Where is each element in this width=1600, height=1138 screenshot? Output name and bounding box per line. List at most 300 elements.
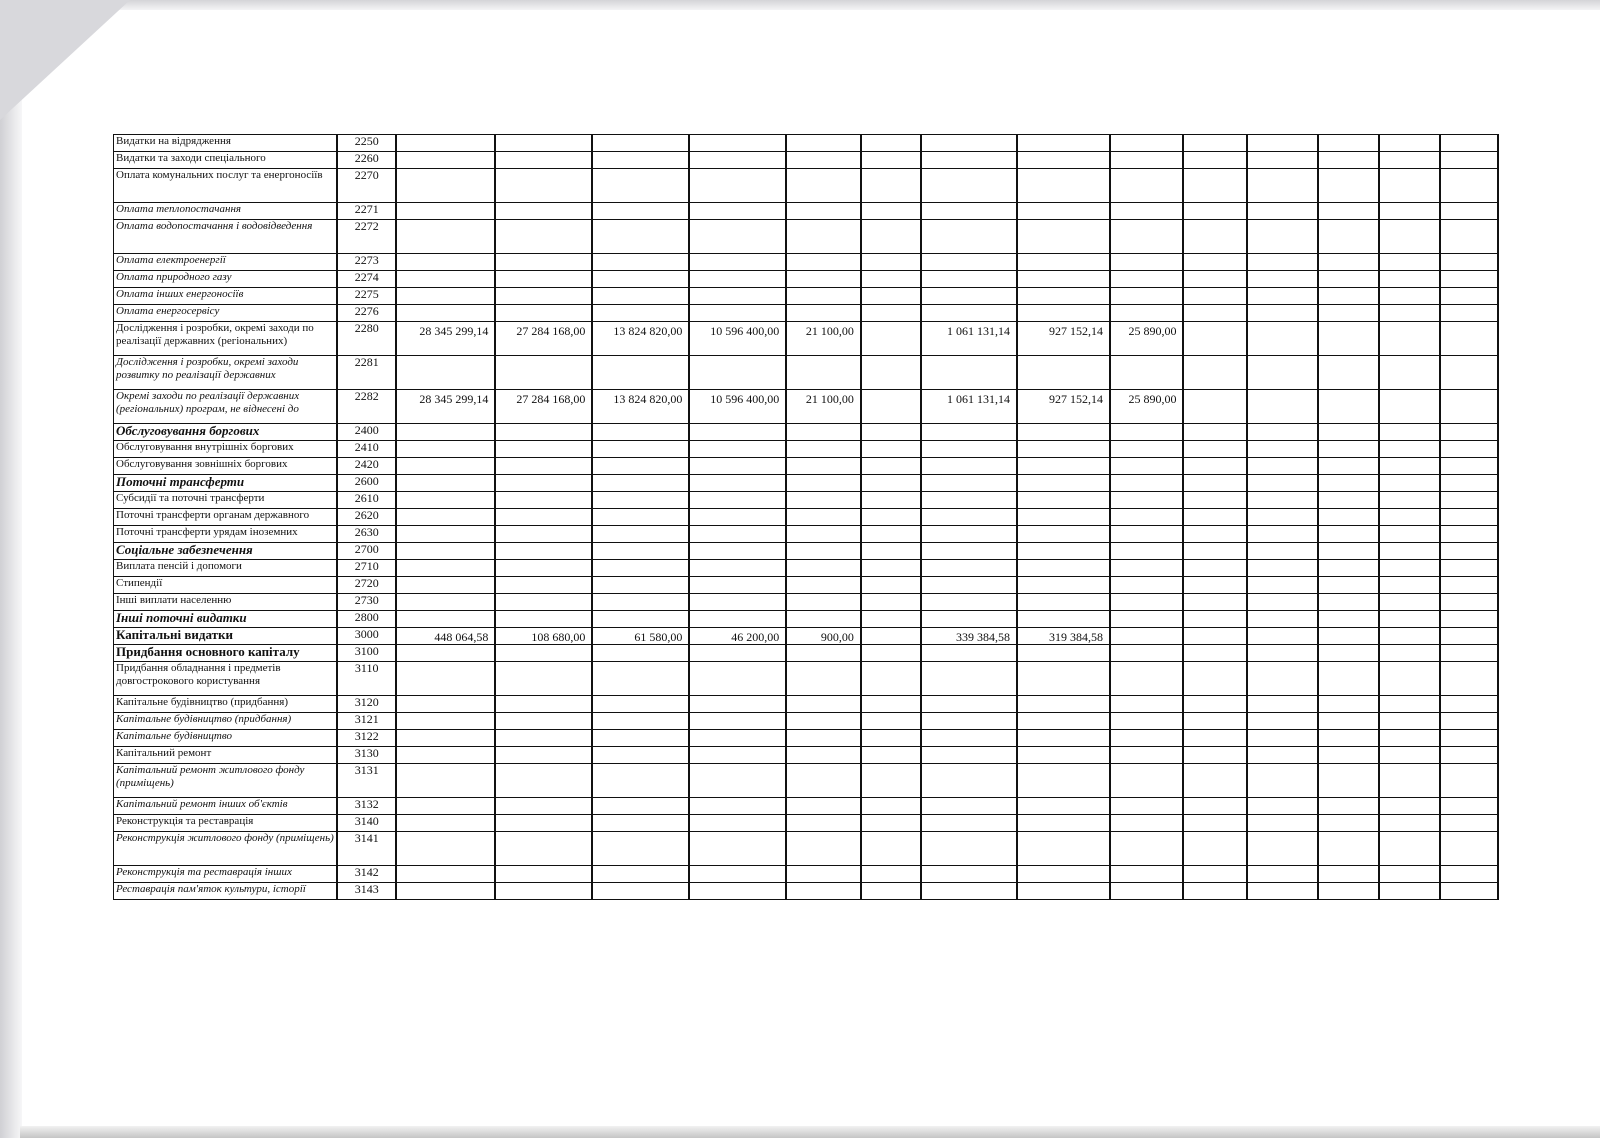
value-cell <box>1247 356 1318 390</box>
value-cell <box>1183 611 1246 628</box>
value-cell <box>1318 254 1379 271</box>
value-cell <box>861 560 921 577</box>
value-cell <box>1379 356 1439 390</box>
value-cell <box>1318 730 1379 747</box>
value-cell <box>396 169 495 203</box>
row-name-cell: Оплата природного газу <box>114 271 338 288</box>
row-code-cell: 2275 <box>337 288 396 305</box>
value-cell <box>396 560 495 577</box>
table-row <box>114 526 1499 543</box>
value-cell <box>1183 798 1246 815</box>
value-cell <box>495 152 592 169</box>
value-cell <box>495 577 592 594</box>
expenditure-table <box>113 134 1499 900</box>
value-cell <box>495 883 592 900</box>
value-cell <box>592 271 689 288</box>
value-cell <box>1183 441 1246 458</box>
value-cell <box>786 815 861 832</box>
table-row <box>114 764 1499 798</box>
value-cell <box>786 832 861 866</box>
value-cell <box>396 645 495 662</box>
value-cell <box>921 305 1017 322</box>
value-cell <box>921 475 1017 492</box>
value-cell <box>921 611 1017 628</box>
value-cell <box>396 662 495 696</box>
value-cell <box>921 747 1017 764</box>
value-cell <box>689 356 786 390</box>
value-cell <box>396 305 495 322</box>
value-cell <box>1017 883 1110 900</box>
value-cell <box>786 543 861 560</box>
value-cell <box>689 509 786 526</box>
value-cell <box>592 526 689 543</box>
value-cell <box>1379 441 1439 458</box>
value-cell <box>861 288 921 305</box>
value-cell <box>921 220 1017 254</box>
value-cell <box>861 509 921 526</box>
row-code-cell: 3122 <box>337 730 396 747</box>
value-cell: 108 680,00 <box>495 628 592 645</box>
row-code-cell: 3140 <box>337 815 396 832</box>
value-cell: 25 890,00 <box>1110 322 1184 356</box>
value-cell <box>1247 866 1318 883</box>
value-cell <box>1318 883 1379 900</box>
row-name-cell: Обслуговування боргових <box>114 424 338 441</box>
table-row <box>114 815 1499 832</box>
value-cell <box>1318 509 1379 526</box>
value-cell: 46 200,00 <box>689 628 786 645</box>
row-code-cell: 2281 <box>337 356 396 390</box>
value-cell <box>861 730 921 747</box>
value-cell <box>1017 798 1110 815</box>
value-cell <box>1017 271 1110 288</box>
value-cell: 27 284 168,00 <box>495 322 592 356</box>
scan-top-edge <box>0 0 1600 10</box>
value-cell <box>921 135 1017 152</box>
value-cell <box>861 305 921 322</box>
value-cell <box>786 203 861 220</box>
row-code-cell: 2420 <box>337 458 396 475</box>
value-cell <box>495 815 592 832</box>
table-row <box>114 645 1499 662</box>
value-cell <box>689 135 786 152</box>
value-cell <box>1247 628 1318 645</box>
value-cell <box>1440 815 1498 832</box>
value-cell <box>1440 662 1498 696</box>
row-code-cell: 2630 <box>337 526 396 543</box>
value-cell <box>861 628 921 645</box>
row-name-cell: Дослідження і розробки, окремі заходи по реалізації державних (регіональних) <box>114 322 338 356</box>
value-cell <box>1440 543 1498 560</box>
value-cell <box>1017 526 1110 543</box>
value-cell <box>592 288 689 305</box>
value-cell <box>1247 271 1318 288</box>
value-cell <box>1318 815 1379 832</box>
value-cell <box>689 220 786 254</box>
value-cell <box>1017 509 1110 526</box>
value-cell <box>786 441 861 458</box>
value-cell <box>1017 135 1110 152</box>
row-code-cell: 3132 <box>337 798 396 815</box>
value-cell <box>592 645 689 662</box>
row-code-cell: 3100 <box>337 645 396 662</box>
value-cell <box>1318 662 1379 696</box>
value-cell <box>1318 356 1379 390</box>
value-cell <box>495 509 592 526</box>
value-cell <box>786 594 861 611</box>
value-cell <box>1247 883 1318 900</box>
value-cell <box>921 730 1017 747</box>
value-cell <box>1318 203 1379 220</box>
value-cell <box>1017 713 1110 730</box>
value-cell <box>1379 764 1439 798</box>
row-name-cell: Обслуговування внутрішніх боргових <box>114 441 338 458</box>
value-cell <box>592 356 689 390</box>
value-cell <box>495 135 592 152</box>
value-cell <box>1318 169 1379 203</box>
value-cell <box>1110 696 1184 713</box>
value-cell <box>1379 730 1439 747</box>
value-cell <box>1379 288 1439 305</box>
value-cell <box>396 458 495 475</box>
table-row <box>114 866 1499 883</box>
value-cell <box>1440 645 1498 662</box>
value-cell <box>1247 560 1318 577</box>
value-cell <box>495 305 592 322</box>
value-cell <box>1183 356 1246 390</box>
value-cell <box>1379 560 1439 577</box>
value-cell <box>592 662 689 696</box>
value-cell <box>1247 492 1318 509</box>
value-cell <box>786 713 861 730</box>
value-cell <box>1318 305 1379 322</box>
value-cell <box>786 492 861 509</box>
row-code-cell: 2280 <box>337 322 396 356</box>
value-cell <box>689 611 786 628</box>
value-cell <box>861 322 921 356</box>
value-cell <box>592 611 689 628</box>
value-cell <box>495 730 592 747</box>
value-cell <box>1247 458 1318 475</box>
value-cell <box>1318 713 1379 730</box>
value-cell <box>592 713 689 730</box>
row-code-cell: 2274 <box>337 271 396 288</box>
value-cell <box>396 611 495 628</box>
row-name-cell: Капітальне будівництво (придбання) <box>114 713 338 730</box>
value-cell <box>396 713 495 730</box>
table-row <box>114 713 1499 730</box>
value-cell <box>495 662 592 696</box>
value-cell <box>396 764 495 798</box>
value-cell <box>689 730 786 747</box>
value-cell <box>689 441 786 458</box>
table-row <box>114 288 1499 305</box>
value-cell <box>592 135 689 152</box>
value-cell <box>1183 577 1246 594</box>
value-cell: 25 890,00 <box>1110 390 1184 424</box>
table-row <box>114 798 1499 815</box>
value-cell <box>1379 390 1439 424</box>
value-cell <box>495 543 592 560</box>
value-cell <box>1110 526 1184 543</box>
value-cell <box>689 254 786 271</box>
value-cell <box>1247 254 1318 271</box>
value-cell <box>1318 288 1379 305</box>
value-cell <box>1440 730 1498 747</box>
value-cell <box>1183 220 1246 254</box>
value-cell <box>1440 271 1498 288</box>
value-cell <box>1183 883 1246 900</box>
value-cell <box>1379 645 1439 662</box>
row-name-cell: Капітальний ремонт житлового фонду (приміщень) <box>114 764 338 798</box>
value-cell <box>1247 203 1318 220</box>
value-cell <box>1247 832 1318 866</box>
value-cell: 21 100,00 <box>786 322 861 356</box>
value-cell <box>689 203 786 220</box>
value-cell <box>1017 747 1110 764</box>
value-cell <box>495 254 592 271</box>
value-cell <box>592 764 689 798</box>
table-row <box>114 152 1499 169</box>
value-cell <box>689 883 786 900</box>
row-name-cell: Оплата комунальних послуг та енергоносіїв <box>114 169 338 203</box>
value-cell <box>592 543 689 560</box>
value-cell <box>1379 220 1439 254</box>
value-cell <box>1110 169 1184 203</box>
value-cell <box>1379 611 1439 628</box>
value-cell <box>1318 322 1379 356</box>
value-cell <box>1183 390 1246 424</box>
value-cell <box>592 798 689 815</box>
value-cell <box>1440 526 1498 543</box>
value-cell <box>1318 458 1379 475</box>
value-cell <box>1183 169 1246 203</box>
value-cell <box>1183 594 1246 611</box>
value-cell <box>1183 764 1246 798</box>
value-cell <box>689 526 786 543</box>
value-cell <box>1017 288 1110 305</box>
value-cell <box>689 305 786 322</box>
row-code-cell: 2620 <box>337 509 396 526</box>
value-cell <box>1110 203 1184 220</box>
value-cell <box>921 594 1017 611</box>
value-cell <box>786 254 861 271</box>
table-row <box>114 594 1499 611</box>
value-cell <box>1379 713 1439 730</box>
value-cell <box>861 747 921 764</box>
value-cell <box>861 254 921 271</box>
value-cell <box>1247 475 1318 492</box>
value-cell <box>1247 509 1318 526</box>
value-cell <box>1440 713 1498 730</box>
value-cell <box>495 866 592 883</box>
value-cell <box>1440 611 1498 628</box>
value-cell <box>1110 288 1184 305</box>
value-cell <box>1183 152 1246 169</box>
value-cell <box>786 271 861 288</box>
value-cell <box>1110 798 1184 815</box>
value-cell <box>1110 458 1184 475</box>
table-row <box>114 509 1499 526</box>
value-cell <box>1318 747 1379 764</box>
value-cell <box>592 169 689 203</box>
value-cell <box>1017 730 1110 747</box>
value-cell <box>1247 543 1318 560</box>
value-cell <box>689 815 786 832</box>
value-cell <box>592 152 689 169</box>
value-cell <box>786 883 861 900</box>
table-row <box>114 475 1499 492</box>
value-cell <box>1183 271 1246 288</box>
value-cell <box>921 560 1017 577</box>
value-cell <box>861 424 921 441</box>
value-cell <box>861 611 921 628</box>
value-cell <box>1379 322 1439 356</box>
value-cell <box>1318 764 1379 798</box>
value-cell <box>786 424 861 441</box>
value-cell <box>1017 577 1110 594</box>
value-cell <box>1183 560 1246 577</box>
value-cell <box>689 560 786 577</box>
row-code-cell: 2271 <box>337 203 396 220</box>
value-cell <box>1247 662 1318 696</box>
value-cell <box>1110 713 1184 730</box>
value-cell <box>592 220 689 254</box>
value-cell <box>592 305 689 322</box>
table-row <box>114 441 1499 458</box>
value-cell <box>495 271 592 288</box>
table-row <box>114 492 1499 509</box>
value-cell <box>1379 305 1439 322</box>
value-cell <box>921 866 1017 883</box>
value-cell <box>1183 322 1246 356</box>
value-cell <box>786 169 861 203</box>
value-cell <box>396 271 495 288</box>
value-cell <box>1379 662 1439 696</box>
row-name-cell: Капітальний ремонт <box>114 747 338 764</box>
value-cell <box>495 594 592 611</box>
row-name-cell: Соціальне забезпечення <box>114 543 338 560</box>
row-code-cell: 2610 <box>337 492 396 509</box>
value-cell <box>861 543 921 560</box>
value-cell <box>495 645 592 662</box>
value-cell <box>861 526 921 543</box>
value-cell <box>1017 594 1110 611</box>
row-name-cell: Видатки та заходи спеціального <box>114 152 338 169</box>
value-cell <box>1183 509 1246 526</box>
value-cell <box>592 203 689 220</box>
value-cell <box>1440 560 1498 577</box>
table-row <box>114 305 1499 322</box>
row-code-cell: 2272 <box>337 220 396 254</box>
value-cell <box>921 883 1017 900</box>
value-cell <box>1017 458 1110 475</box>
value-cell <box>689 696 786 713</box>
value-cell: 448 064,58 <box>396 628 495 645</box>
value-cell <box>1017 815 1110 832</box>
value-cell <box>1017 696 1110 713</box>
value-cell <box>1379 883 1439 900</box>
value-cell <box>1110 645 1184 662</box>
row-name-cell: Окремі заходи по реалізації державних (регіональних) програм, не віднесені до <box>114 390 338 424</box>
table-row <box>114 747 1499 764</box>
value-cell <box>396 288 495 305</box>
value-cell <box>1318 577 1379 594</box>
value-cell <box>861 356 921 390</box>
row-name-cell: Інші виплати населенню <box>114 594 338 611</box>
value-cell <box>786 645 861 662</box>
value-cell <box>1379 458 1439 475</box>
value-cell <box>1110 866 1184 883</box>
value-cell <box>1379 815 1439 832</box>
value-cell <box>1110 441 1184 458</box>
value-cell <box>689 169 786 203</box>
value-cell <box>1017 662 1110 696</box>
value-cell <box>1110 594 1184 611</box>
value-cell <box>1318 424 1379 441</box>
table-row <box>114 560 1499 577</box>
row-name-cell: Капітальне будівництво <box>114 730 338 747</box>
value-cell <box>592 509 689 526</box>
row-name-cell: Дослідження і розробки, окремі заходи розвитку по реалізації державних <box>114 356 338 390</box>
value-cell <box>1110 815 1184 832</box>
row-code-cell: 3141 <box>337 832 396 866</box>
value-cell <box>1379 543 1439 560</box>
value-cell <box>396 543 495 560</box>
value-cell <box>921 441 1017 458</box>
value-cell <box>1379 424 1439 441</box>
value-cell <box>592 441 689 458</box>
value-cell <box>396 203 495 220</box>
value-cell <box>1183 458 1246 475</box>
table-row <box>114 883 1499 900</box>
value-cell <box>1110 254 1184 271</box>
value-cell <box>396 475 495 492</box>
value-cell <box>592 730 689 747</box>
row-name-cell: Оплата інших енергоносіїв <box>114 288 338 305</box>
value-cell <box>1247 152 1318 169</box>
value-cell <box>1379 254 1439 271</box>
value-cell <box>921 696 1017 713</box>
value-cell <box>396 441 495 458</box>
value-cell <box>1318 135 1379 152</box>
row-code-cell: 3110 <box>337 662 396 696</box>
value-cell <box>861 662 921 696</box>
value-cell <box>1247 645 1318 662</box>
value-cell <box>1183 815 1246 832</box>
value-cell <box>1318 832 1379 866</box>
table-row <box>114 254 1499 271</box>
value-cell <box>786 356 861 390</box>
value-cell <box>1440 628 1498 645</box>
value-cell <box>1110 662 1184 696</box>
value-cell <box>495 713 592 730</box>
row-code-cell: 2700 <box>337 543 396 560</box>
value-cell <box>495 696 592 713</box>
value-cell <box>1318 866 1379 883</box>
row-name-cell: Реконструкція житлового фонду (приміщень) <box>114 832 338 866</box>
value-cell <box>1247 305 1318 322</box>
value-cell <box>1183 645 1246 662</box>
value-cell <box>689 577 786 594</box>
value-cell <box>786 747 861 764</box>
row-name-cell: Оплата електроенергії <box>114 254 338 271</box>
value-cell: 13 824 820,00 <box>592 322 689 356</box>
value-cell <box>1183 305 1246 322</box>
value-cell <box>396 526 495 543</box>
value-cell <box>1017 764 1110 798</box>
value-cell <box>1247 424 1318 441</box>
